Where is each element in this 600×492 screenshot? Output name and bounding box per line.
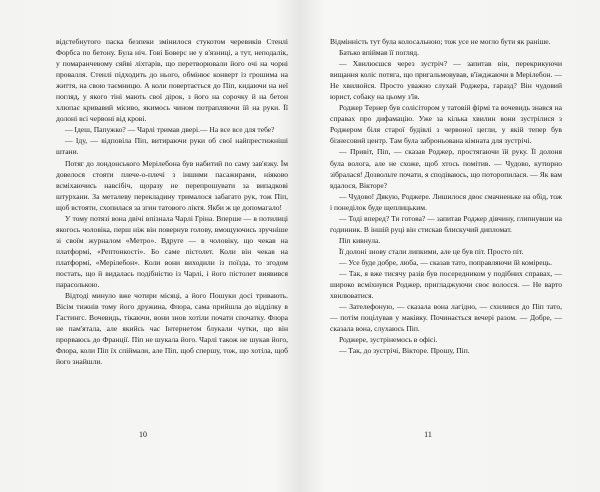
paragraph: — Чудово! Дякую, Роджере. Лишилося двоє смачненьке на обід, тож і понеділок буде щеплицьким. [330, 191, 562, 212]
paragraph: Піп кивнула. [339, 235, 381, 245]
paragraph: — Зателефоную, — сказала вона лагідно, — схилився до Піп тато, — потім поцілував у маківку. Починається вечері разом. — Добре, — сказала вона, слухаюсь Піп. [330, 302, 562, 334]
paragraph: Роджере, зустрінемось в офісі. [339, 335, 438, 345]
left-page-text [56, 36, 288, 367]
paragraph: Її долоні знову стали липкими, але це був піт. Просто піт. [339, 246, 524, 256]
page-number-left: 10 [139, 430, 147, 439]
paragraph: Роджер Тернер був солісітором у татовій фірмі та вочевидь знався на справах про дифамацію. Уже за кілька хвилин вони зустрілися з Роджером біля старої будівлі з червоної цегли, у якій тепер був бізнесовий центр. Там була заброньована кімната для зустрічі. [330, 103, 562, 146]
right-page-text [330, 36, 562, 356]
paragraph: Відтоді минуло вже чотири місяці, а його Пошуки досі тривають. Вісім тижнів тому його дружина, Флора, сама прийшла до відділку в Гастингс. Вочевидь, тікаючи, вони знов хотіли почати спочатку. Флора не пам'ятала, але якийсь час Інтернетом блукали чутки, що він прорваюсь до Франції. Піп не шукала його. Чарлі також не шукав його, Флора, коли Піп їх спіймали, але Піп, щоб спершу, тож, що хотіла, щоб його знайшли. [56, 291, 288, 367]
paragraph: — Так, я вже тисячу разів був посередником у подібних справах, — широко всміхнувся Роджер, пригладжуючи своє волосся. — Не варто хвилюватися. [330, 268, 562, 301]
paragraph: — Привіт, Піп, — сказав Роджер, простягаючи їй руку. Її долоня була волога, але не схоже, щоб хтось помітив. — Чудово, кутюрно зібралася! Дозвольте почати, я сподіваюсь, що поторопилася. — Як вам вдалося, Вікторе? [330, 147, 562, 190]
paragraph: — Тоді вперед? Ти готова? — запитав Роджер дівчину, глипнувши на годинник. В іншій руці він стискав блискучий дипломат. [330, 213, 562, 234]
paragraph: відстебнутого паска безпеки змінилося стукотом черевиків Стенлі Форбса по бетону. Була ніч. Гові Боверс не у в'язниці, а тут, неподалік, у помаранчевому сяйві ліхтарів, що перетворювали його очі на чорні провалля. Стенлі підходить до нього, обмінює конверт із грошима на життя, на свою таємницю. А коли повертається до Піп, кидаючи на неї погляд, у якого тіні мають свої дірок, з його на сорочку й на бетон хлюпає кривавий місиво, якимось чином потрапляючи їй на руки. Її долоні всі червоні від крові. [56, 37, 288, 124]
paragraph: Батько впіймав її погляд. [339, 48, 420, 58]
paragraph: Відмінність тут була колосальною; тож усе не могло бути як раніше. [330, 37, 551, 46]
paragraph: — Іду, — відповіла Піп, витираючи руки об свої найпрестижніші штани. [56, 136, 288, 157]
paragraph: — Хвилюєшся через зустріч? — запитав він, перекрикуючи вищання коліс потяга, що пригальмовував, в'їжджаючи в Мерілебон. — Не хвилюйся. Просто уважно слухай Роджера, гаразд? Він чудовий юрист, собаку на цьому з'їв. [330, 59, 562, 102]
paragraph: — Ідеш, Папужко? — Чарлі тримав двері.— На все все для тебе? [65, 125, 275, 135]
page-number-right: 11 [424, 430, 432, 439]
paragraph: — Так, до зустрічі, Вікторе. Прошу, Піп. [339, 346, 470, 356]
paragraph: У тому потязі вона двічі впізнала Чарлі Гріна. Вперше — в потилиці якогось чоловіка, перш ніж він повернув голову, вмощуючись зручніше зі своїм журналом «Метро». Вдруге — в чоловіку, що чекав на платформі, «Рептонкості». Бо саме пістолет. Коли він чекав на платформі, «Мерілебон». Коли вони виходили із поїзда, то згодом постать, що й видалась подібністю із Чарлі, і його пістолет виявився парасолькою. [56, 213, 288, 290]
paragraph: Потяг до лондонського Мерілебона був набитий по саму зав'язку. Їм довелося стояти плече-о-плечі з іншими пасажирами, ніяково всміхаючись навсібіч, щоразу не перепрошувати за випадкові штурхани. За металеву перекладину трималося забагато рук, тож Піп, щоб встояти, схопилася за згин татового ліктя. Якби ж це допомагало! [56, 158, 288, 212]
paragraph: — Усе буде добре, люба, — сказав тато, поправляючи їй комірець. [339, 257, 552, 267]
